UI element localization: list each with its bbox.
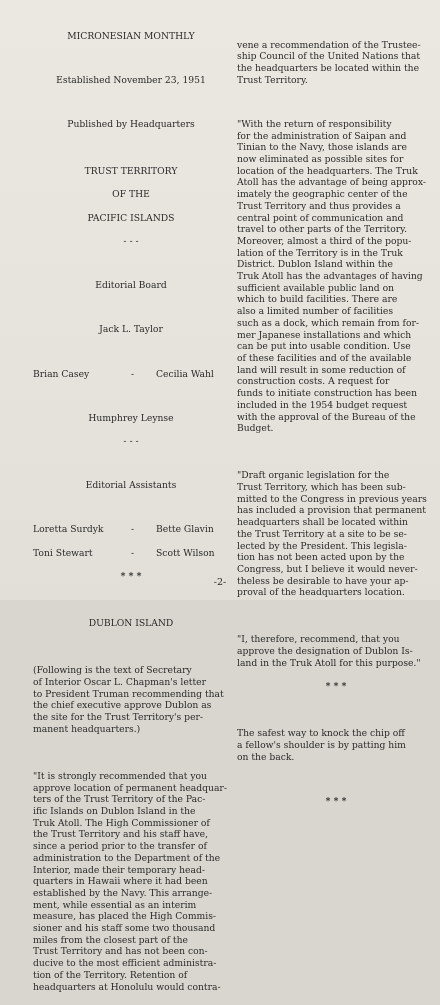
masthead-stars: * * * [120,571,142,583]
article-title: DUBLON ISLAND [88,618,174,630]
assistant-right: Bette Glavin [156,524,214,536]
filler-stars: * * * [325,795,347,807]
editor-right: Cecilia Wahl [156,368,214,380]
assistant-left: Toni Stewart [33,547,93,559]
masthead-divider: - - - [123,236,139,248]
org-name-line2: OF THE [112,189,150,201]
assistants-heading: Editorial Assistants [85,480,177,492]
assistant-dash: - [131,524,135,536]
assistant-dash: - [131,547,135,559]
editor-pair [33,369,229,381]
article-paragraph-continued: vene a recommendation of the Trustee- ship Council of the United Nations that the headquarters be located within the Trust Territory. [237,39,421,86]
established-line: Established November 23, 1951 [56,74,206,86]
article-intro: (Following is the text of Secretary of Interior Oscar L. Chapman's letter to President Truman recommending that the chief executive approve Dublon as the site for the Trust Territory's per- manent headquarters.) [33,665,224,735]
page-number: -2- [213,577,227,588]
article-paragraph: "It is strongly recommended that you approve location of permanent headquar- ters of the Trust Territory of the Pac- ific Islands on Dublon Island in the Truk Atoll. The High Commissioner of the Trust Territory and his staff have, since a period prior to the transfer of administration to the Department of the Interior, made their temporary head- quarters in Hawaii where it had been established by the Navy. This arrange- ment, while essential as an interim measure, has placed the High Commis- sioner and his staff some two thousand miles from the closest part of the Trust Territory and has not been con- ducive to the most efficient administra- tion of the Territory. Retention of headquarters at Honolulu would contra- [33,770,227,993]
editor-left: Brian Casey [33,368,90,380]
assistant-right: Scott Wilson [156,547,215,559]
masthead-title: MICRONESIAN MONTHLY [67,30,195,42]
assistant-left: Loretta Surdyk [33,524,104,536]
article-paragraph: "Draft organic legislation for the Trust Territory, which has been sub- mitted to the Congress in previous years has included a provision that permanent headquarters shall be located within the Trust Territory at a site to be se- lected by the President. This legisla- tion has not been acted upon by the Congress, but I believe it would never- theless be desirable to have your ap- proval of the headquarters location. [237,470,427,599]
filler-quip: The safest way to knock the chip off a fellow's shoulder is by patting him on the back. [237,728,406,763]
editorial-board-heading: Editorial Board [95,280,167,292]
editor-dash: - [131,368,135,380]
assistant-pair [33,524,229,536]
masthead-divider: - - - [123,436,139,448]
editor-center: Humphrey Leynse [88,412,174,424]
published-by-line: Published by Headquarters [67,118,195,130]
right-column [237,14,435,819]
assistant-pair [33,548,229,560]
article-end-stars: * * * [325,681,347,693]
article-paragraph: "I, therefore, recommend, that you approve the designation of Dublon Is- land in the Truk Atoll for this purpose." [237,634,421,669]
left-column [33,14,229,1005]
editor-main: Jack L. Taylor [99,324,163,336]
org-name-line3: PACIFIC ISLANDS [87,212,175,224]
org-name-line1: TRUST TERRITORY [84,166,178,178]
article-paragraph: "With the return of responsibility for the administration of Saipan and Tinian to the Navy, those islands are now eliminated as possible sites for location of the headquarters. The Truk Atoll has the advantage of being approx- imately the geographic center of the Trust Territory and thus provides a central point of communication and travel to other parts of the Territory. Moreover, almost a third of the popu- lation of the Territory is in the Truk District. Dublon Island within the Truk Atoll has the advantages of having sufficient available public land on which to build facilities. There are also a limited number of facilities such as a dock, which remain from for- mer Japanese installations and which can be put into usable condition. Use of these facilities and of the available land will result in some reduction of construction costs. A request for funds to initiate construction has been included in the 1954 budget request with the approval of the Bureau of the Budget. [237,118,426,435]
